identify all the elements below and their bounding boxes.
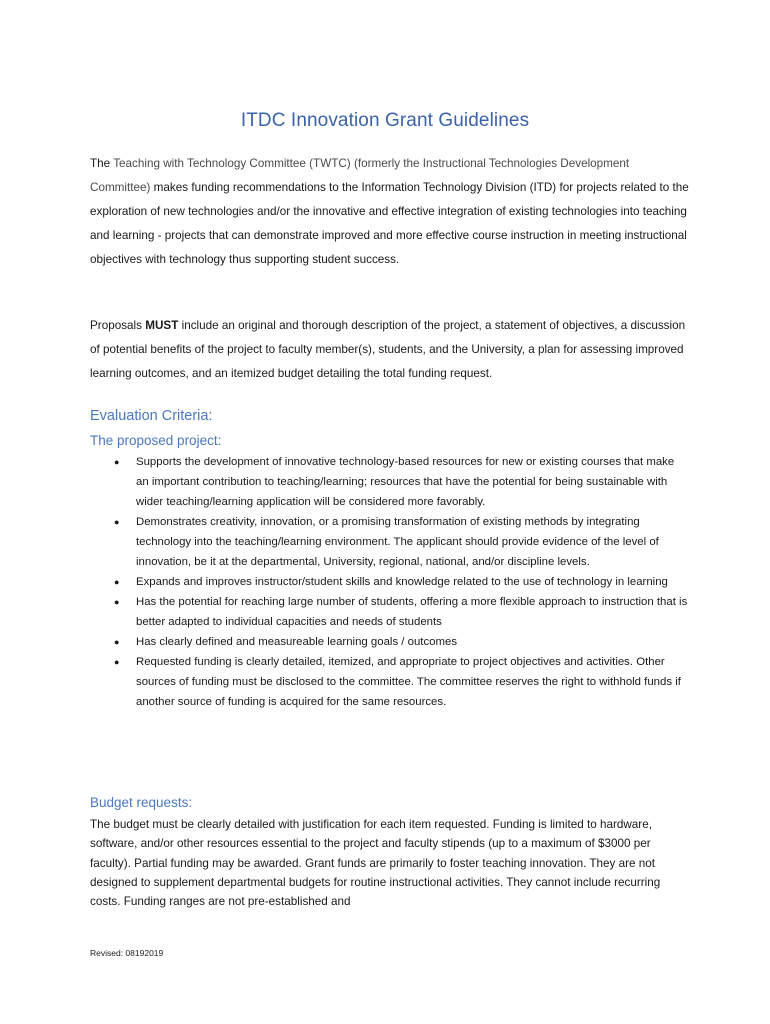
- document-title: ITDC Innovation Grant Guidelines: [240, 110, 530, 131]
- committee-name: Teaching with Technology Committee (TWTC) (formerly the Instructional Technologies Development Committee): [90, 157, 630, 194]
- criteria-text: Supports the development of innovative technology-based resources for new or existing courses that make an important contribution to teaching/learning; resources that have the potential for being sustainable with wider teaching/learning application will be considered more favorably.: [136, 456, 675, 508]
- bullet-icon: ●: [114, 457, 120, 467]
- list-item: [90, 652, 690, 712]
- criteria-text: Expands and improves instructor/student skills and knowledge related to the use of technology in learning: [136, 576, 668, 588]
- budget-paragraph: The budget must be clearly detailed with justification for each item requested. Funding is limited to hardware, software, and/or other resources essential to the project and faculty stipends (up to a maximum of $3000 per faculty). Partial funding may be awarded. Grant funds are primarily to foster teaching innovation. They are not designed to supplement departmental budgets for routine instructional activities. They cannot include recurring costs. Funding ranges are not pre-established and: [90, 818, 661, 909]
- intro-lead: The: [90, 157, 114, 170]
- list-item: [90, 572, 690, 592]
- bullet-icon: ●: [114, 517, 120, 527]
- criteria-text: Requested funding is clearly detailed, itemized, and appropriate to project objectives and activities. Other sources of funding must be disclosed to the committee. The committee reserves the right to withhold funds if another source of funding is acquired for the same resources.: [136, 656, 681, 708]
- proposals-rest: include an original and thorough description of the project, a statement of objectives, a discussion of potential benefits of the project to faculty member(s), students, and the University, a plan for assessing improved learning outcomes, and an itemized budget detailing the total funding request.: [90, 319, 686, 380]
- bullet-icon: ●: [114, 657, 120, 667]
- criteria-text: Has the potential for reaching large number of students, offering a more flexible approach to instruction that is better adapted to individual capacities and needs of students: [136, 596, 688, 628]
- list-item: [90, 452, 690, 512]
- list-item: [90, 592, 690, 632]
- criteria-text: Has clearly defined and measureable learning goals / outcomes: [136, 636, 458, 648]
- proposals-lead: Proposals: [90, 319, 146, 332]
- budget-requests-heading: Budget requests:: [90, 795, 193, 810]
- bullet-icon: ●: [114, 597, 120, 607]
- criteria-list: [90, 452, 690, 712]
- bullet-icon: ●: [114, 577, 120, 587]
- list-item: [90, 512, 690, 572]
- list-item: [90, 632, 690, 652]
- intro-rest: makes funding recommendations to the Information Technology Division (ITD) for projects related to the exploration of new technologies and/or the innovative and effective integration of existing technologies into teaching and learning - projects that can demonstrate improved and more effective course instruction in meeting instructional objectives with technology thus supporting student success.: [90, 181, 689, 266]
- criteria-text: Demonstrates creativity, innovation, or a promising transformation of existing methods by integrating technology into the teaching/learning environment. The applicant should provide evidence of the level of innovation, be it at the departmental, University, regional, national, and/or discipline levels.: [136, 516, 659, 568]
- proposals-paragraph: [90, 314, 690, 386]
- bullet-icon: ●: [114, 637, 120, 647]
- must-emphasis: MUST: [145, 319, 179, 332]
- revision-footer: Revised: 08192019: [90, 948, 164, 958]
- proposed-project-heading: The proposed project:: [90, 433, 222, 448]
- intro-paragraph: [90, 152, 690, 272]
- evaluation-criteria-heading: Evaluation Criteria:: [90, 408, 213, 424]
